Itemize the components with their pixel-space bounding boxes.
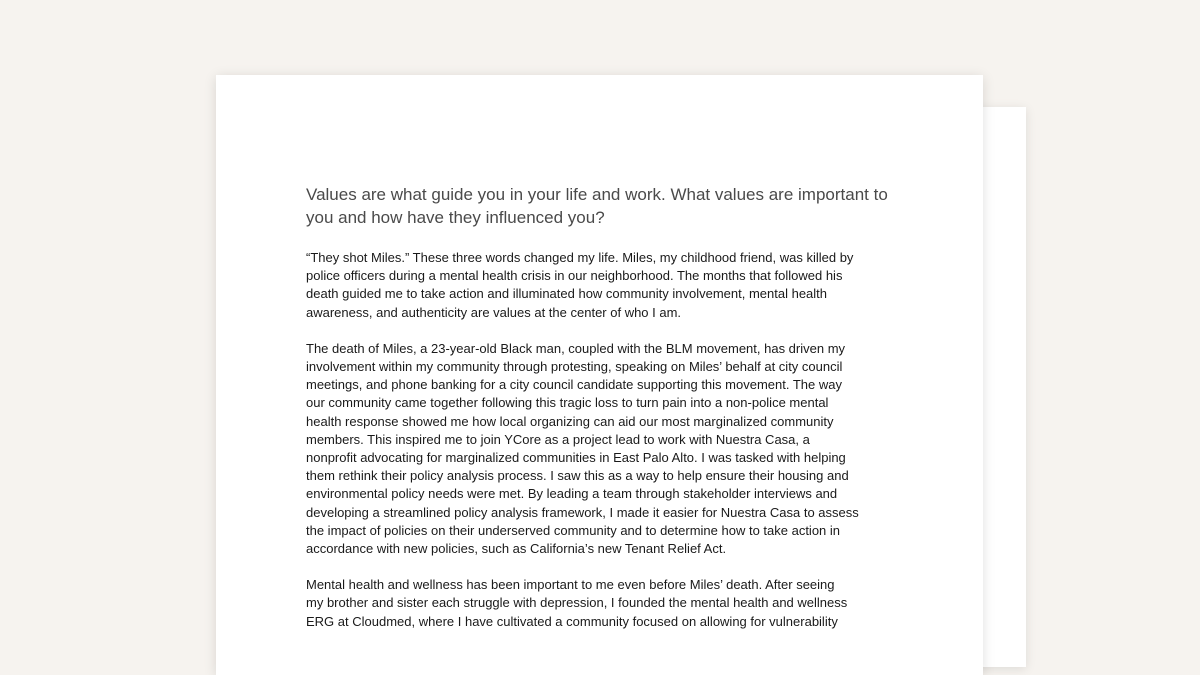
essay-page [216,75,983,675]
essay-paragraph-1: “They shot Miles.” These three words changed my life. Miles, my childhood friend, was killed by police officers during a mental health crisis in our neighborhood. The months that followed his death guided me to take action and illuminated how community involvement, mental health awareness, and authenticity are values at the center of who I am. [306,250,854,320]
essay-prompt: Values are what guide you in your life and work. What values are important to you and how have they influenced you? [306,185,888,227]
essay-content [306,183,906,631]
essay-paragraph-2: The death of Miles, a 23-year-old Black man, coupled with the BLM movement, has driven my involvement within my community through protesting, speaking on Miles’ behalf at city council meetings, and phone banking for a city council candidate supporting this movement. The way our community came together following this tragic loss to turn pain into a non-police mental health response showed me how local organizing can aid our most marginalized community members. This inspired me to join YCore as a project lead to work with Nuestra Casa, a nonprofit advocating for marginalized communities in East Palo Alto. I was tasked with helping them rethink their policy analysis process. I saw this as a way to help ensure their housing and environmental policy needs were met. By leading a team through stakeholder interviews and developing a streamlined policy analysis framework, I made it easier for Nuestra Casa to assess the impact of policies on their underserved community and to determine how to take action in accordance with new policies, such as California’s new Tenant Relief Act. [306,340,859,557]
essay-paragraph-3: Mental health and wellness has been important to me even before Miles’ death. After seeing my brother and sister each struggle with depression, I founded the mental health and wellness ERG at Cloudmed, where I have cultivated a community focused on allowing for vulnerability [306,577,848,629]
